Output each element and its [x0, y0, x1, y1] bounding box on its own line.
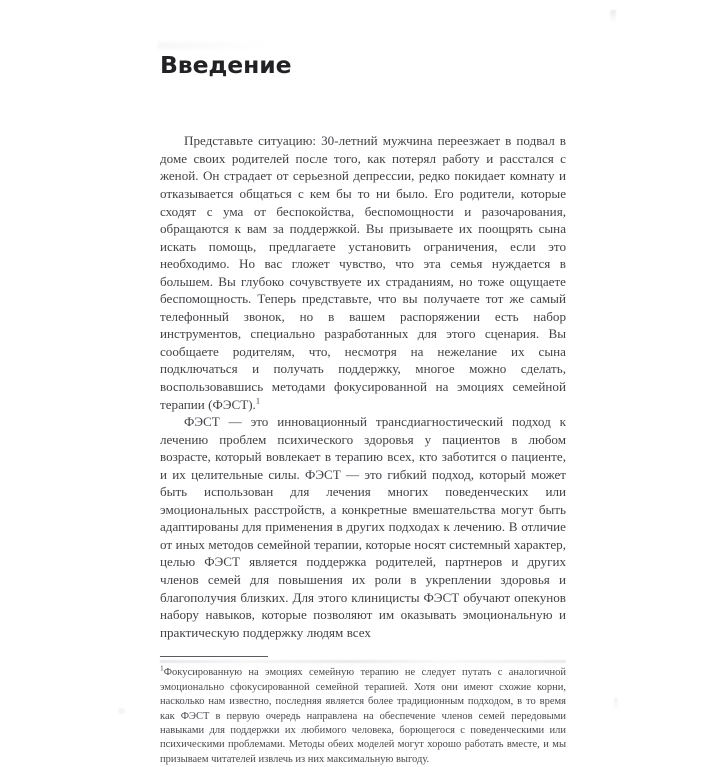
scan-artifact-bottom-left — [118, 708, 125, 714]
footnote-reference-marker: 1 — [255, 396, 261, 406]
scan-artifact-top-right — [610, 10, 616, 22]
body-copy — [160, 132, 566, 641]
footnote-block — [160, 656, 566, 767]
footnote-text — [160, 663, 566, 767]
footnote-separator-rule — [160, 656, 268, 657]
page-text-column — [160, 0, 566, 767]
paragraph-fest-definition — [160, 413, 566, 641]
scan-artifact-bottom-right — [614, 698, 618, 712]
footnote-marker: 1 — [160, 663, 164, 673]
paragraph-scenario — [160, 132, 566, 413]
paragraph-fest-definition-text: ФЭСТ — это инновационный трансдиагностический подход к лечению проблем психического здоровья у пациентов в любом возрасте, который вовлекает в терапию всех, кто заботится о пациенте, и их целительные силы. ФЭСТ — это гибкий подход, который может быть использован для лечения многих поведенческих или эмоциональных расстройств, а конкретные вмешательства могут быть адаптированы для применения в других подходах к лечению. В отличие от иных методов семейной терапии, которые носят системный характер, целью ФЭСТ является поддержка родителей, партнеров и других членов семей для повышения их роли в укреплении здоровья и благополучия близких. Для этого клиницисты ФЭСТ обучают опекунов набору навыков, которые позволяют им оказывать эмоциональную и практическую поддержку людям всех — [160, 414, 566, 640]
page-title: Введение — [160, 51, 292, 79]
footnote-body-text: Фокусированную на эмоциях семейную терапию не следует путать с аналогичной эмоционально сфокусированной семейной терапией. Хотя они имеют схожие корни, насколько нам известно, последняя является более традиционным подходом, в то время как ФЭСТ в первую очередь направлена на обеспечение членов семей передовыми навыками для поддержки их любимого человека, борющегося с поведенческими или психическими проблемами. Методы обеих моделей могут хорошо работать вместе, и мы призываем читателей извлечь из них максимальную выгоду. — [160, 667, 566, 765]
paragraph-scenario-text: Представьте ситуацию: 30-летний мужчина переезжает в подвал в доме своих родителей после того, как потерял работу и расстался с женой. Он страдает от серьезной депрессии, редко покидает комнату и отказывается общаться с кем бы то ни было. Его родители, которые сходят с ума от беспокойства, беспомощности и разочарования, обращаются к вам за поддержкой. Вы призываете их поощрять сына искать помощь, предлагаете установить ограничения, если это необходимо. Но вас гложет чувство, что эта семья нуждается в большем. Вы глубоко сочувствуете их страданиям, но тоже ощущаете беспомощность. Теперь представьте, что вы получаете тот же самый телефонный звонок, но в вашем распоряжении есть набор инструментов, специально разработанных для этого сценария. Вы сообщаете родителям, что, несмотря на нежелание их сына подключаться и получать поддержку, многое можно сделать, воспользовавшись методами фокусированной на эмоциях семейной терапии (ФЭСТ). — [160, 133, 566, 412]
